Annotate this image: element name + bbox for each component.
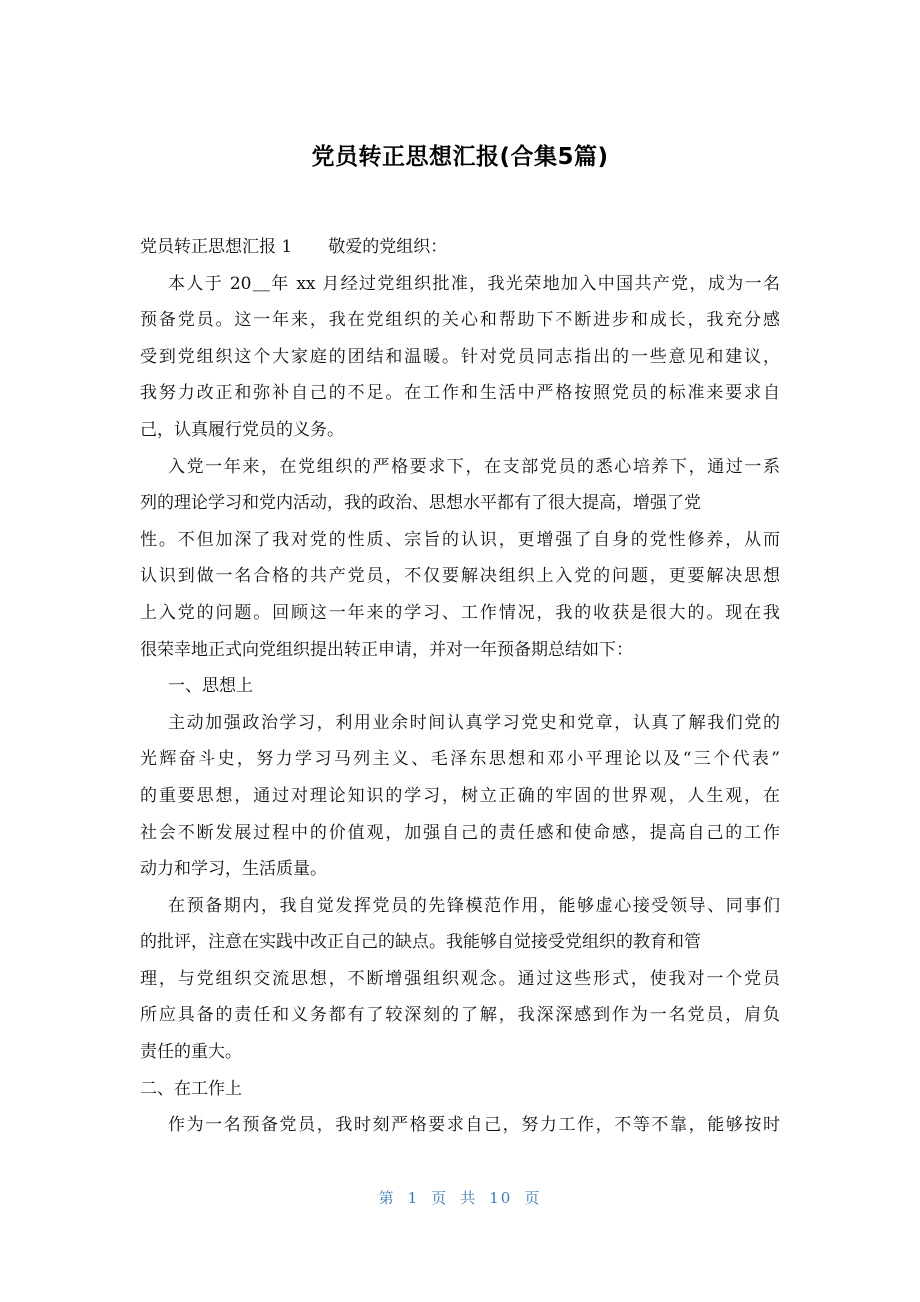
body-line: 列的理论学习和党内活动，我的政治、思想水平都有了很大提高，增强了党 bbox=[140, 493, 701, 514]
body-line: 光辉奋斗史，努力学习马列主义、毛泽东思想和邓小平理论以及“三个代表” bbox=[140, 749, 780, 770]
body-line: 本人于 20＿年 xx 月经过党组织批准，我光荣地加入中国共产党，成为一名 bbox=[168, 273, 780, 294]
document-title: 党员转正思想汇报(合集5篇) bbox=[311, 144, 609, 170]
body-line: 所应具备的责任和义务都有了较深刻的了解，我深深感到作为一名党员，肩负 bbox=[140, 1005, 780, 1026]
heading-line bbox=[140, 229, 780, 266]
body-line: 作为一名预备党员，我时刻严格要求自己，努力工作，不等不靠，能够按时 bbox=[168, 1115, 780, 1136]
body-line: 性。不但加深了我对党的性质、宗旨的认识，更增强了自身的党性修养，从而 bbox=[140, 529, 780, 550]
footer-total-unit: 页 bbox=[524, 1189, 542, 1207]
body-line: 社会不断发展过程中的价值观，加强自己的责任感和使命感，提高自己的工作 bbox=[140, 822, 780, 843]
body-line: 动力和学习，生活质量。 bbox=[140, 859, 327, 880]
body-line: 入党一年来，在党组织的严格要求下，在支部党员的悉心培养下，通过一系 bbox=[168, 456, 780, 477]
footer-page-word: 第 bbox=[378, 1189, 396, 1207]
body-line: 预备党员。这一年来，我在党组织的关心和帮助下不断进步和成长，我充分感 bbox=[140, 310, 780, 331]
body-line: 责任的重大。 bbox=[140, 1042, 242, 1063]
footer-total-pages: 10 bbox=[489, 1189, 513, 1207]
body-line: 主动加强政治学习，利用业余时间认真学习党史和党章，认真了解我们党的 bbox=[168, 712, 780, 733]
page-footer bbox=[0, 1187, 920, 1208]
body-line: 我努力改正和弥补自己的不足。在工作和生活中严格按照党员的标准来要求自 bbox=[140, 383, 780, 404]
subsection-heading: 二、在工作上 bbox=[140, 1078, 242, 1099]
body-line: 理，与党组织交流思想，不断增强组织观念。通过这些形式，使我对一个党员 bbox=[140, 968, 780, 989]
footer-total-word: 共 bbox=[460, 1189, 478, 1207]
footer-page-number: 1 bbox=[407, 1189, 420, 1207]
body-line: 己，认真履行党员的义务。 bbox=[140, 419, 344, 440]
subsection-heading: 一、思想上 bbox=[168, 676, 253, 697]
body-line: 的重要思想，通过对理论知识的学习，树立正确的牢固的世界观，人生观，在 bbox=[140, 785, 780, 806]
document-body bbox=[140, 229, 780, 1144]
body-line: 受到党组织这个大家庭的团结和温暖。针对党员同志指出的一些意见和建议， bbox=[140, 346, 780, 367]
body-line: 上入党的问题。回顾这一年来的学习、工作情况，我的收获是很大的。现在我 bbox=[140, 602, 780, 623]
footer-page-unit: 页 bbox=[431, 1189, 449, 1207]
section-heading: 党员转正思想汇报 1 bbox=[140, 237, 293, 257]
body-line: 认识到做一名合格的共产党员，不仅要解决组织上入党的问题，更要解决思想 bbox=[140, 566, 780, 587]
body-line: 很荣幸地正式向党组织提出转正申请，并对一年预备期总结如下： bbox=[140, 639, 633, 660]
body-line: 在预备期内，我自觉发挥党员的先锋模范作用，能够虚心接受领导、同事们 bbox=[168, 895, 780, 916]
body-line: 的批评，注意在实践中改正自己的缺点。我能够自觉接受党组织的教育和管 bbox=[140, 932, 701, 953]
salutation: 敬爱的党组织： bbox=[328, 237, 448, 257]
